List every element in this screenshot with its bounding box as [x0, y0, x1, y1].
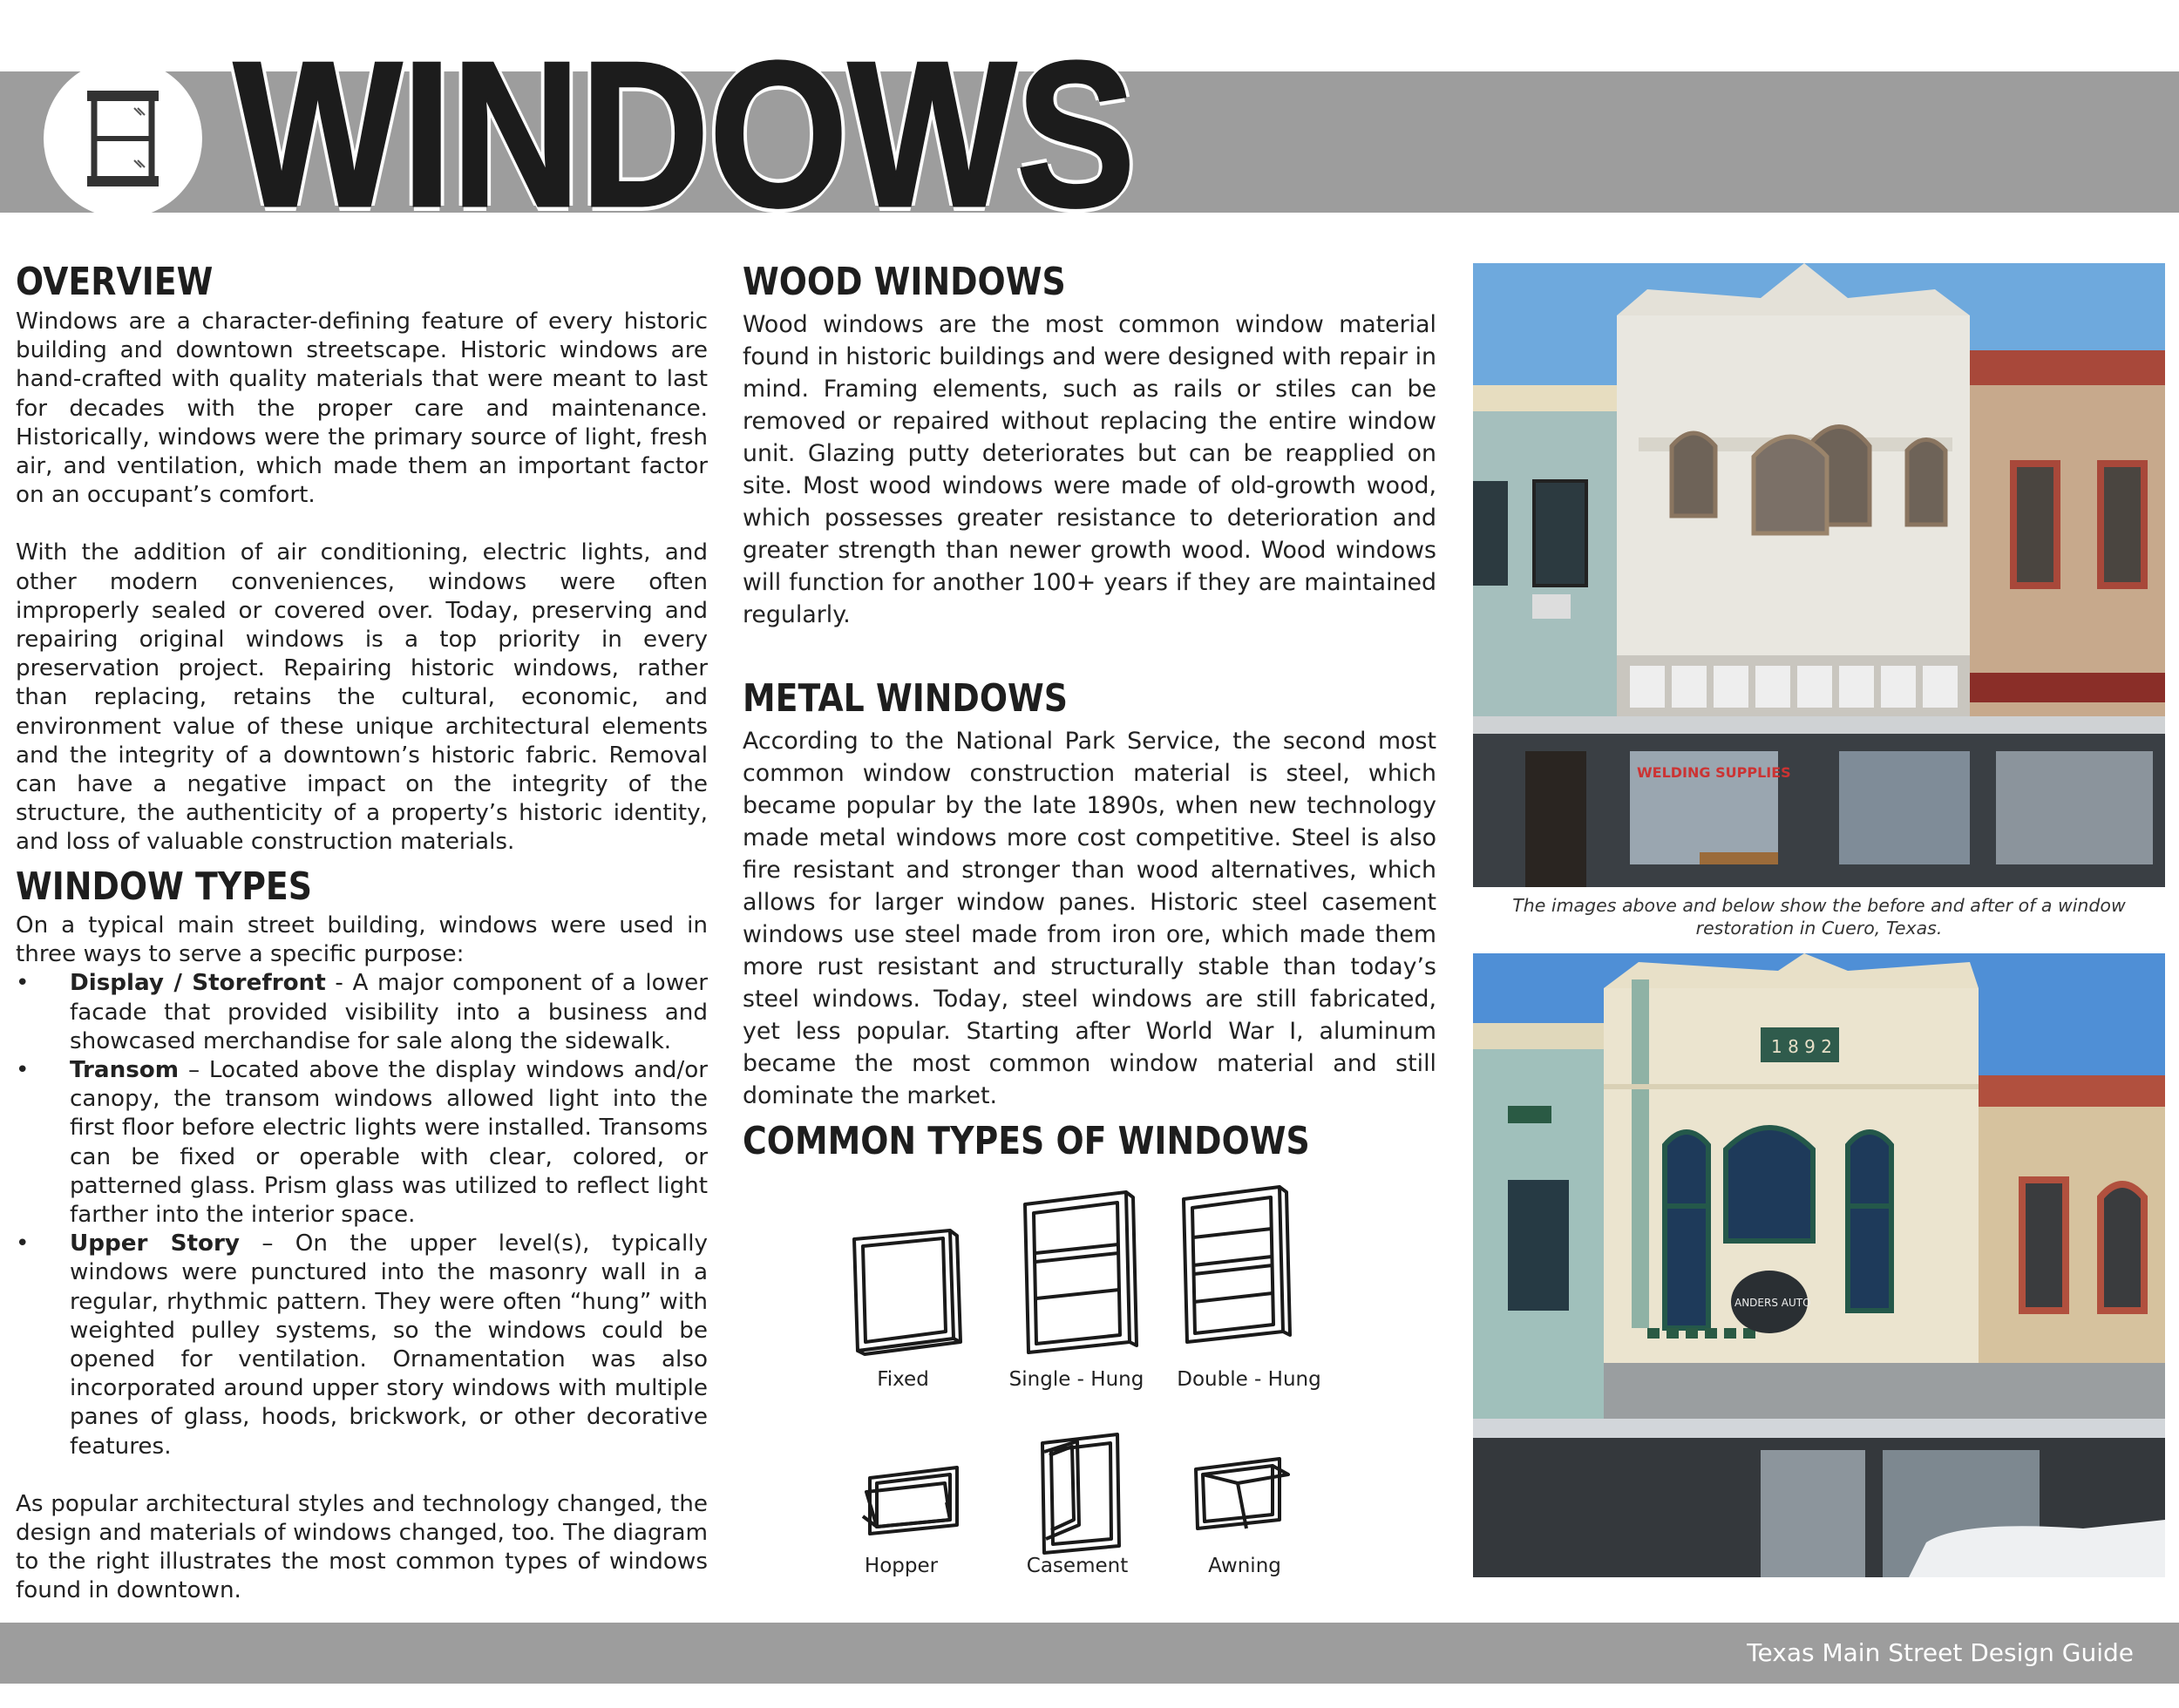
common-types-heading: COMMON TYPES OF WINDOWS	[743, 1119, 1310, 1163]
fixed-window-icon	[854, 1230, 961, 1354]
fixed-label: Fixed	[877, 1368, 929, 1391]
bullet-term: Transom	[70, 1057, 180, 1084]
wood-windows-body	[743, 308, 1436, 631]
hopper-label: Hopper	[864, 1555, 939, 1577]
double-hung-label: Double - Hung	[1177, 1368, 1321, 1391]
single-hung-label: Single - Hung	[1008, 1368, 1144, 1391]
photo-caption: The images above and below show the before and after of a window restoration in Cuero, Texas.	[1512, 895, 2126, 939]
footer-text: Texas Main Street Design Guide	[1747, 1638, 2134, 1667]
wood-windows-text: Wood windows are the most common window material found in historic buildings and were designed with repair in mind. Framing elements, such as rails or stiles can be removed or repaired without replacing the entire window unit. Glazing putty deteriorates but can be reapplied on site. Most wood windows were made of old-growth wood, which possesses greater resistance to deterioration and greater strength than newer growth wood. Wood windows will function for another 100+ years if they are maintained regularly.	[743, 311, 1436, 628]
after-photo	[1473, 953, 2165, 1577]
overview-paragraph-2: With the addition of air conditioning, electric lights, and other modern conveniences, windows were often improperly sealed or covered over. Today, preserving and repairing original windows is a top priority in every preservation project. Repairing historic windows, rather than replacing, retains the cultural, economic, and environment value of these unique architectural elements and the integrity of a downtown’s historic fabric. Removal can have a negative impact on the integrity of the structure, the authenticity of a property’s historic identity, and loss of valuable construction materials.	[16, 539, 708, 856]
metal-windows-heading: METAL WINDOWS	[743, 676, 1069, 721]
hanging-sign: ANDERS AUTO	[1734, 1297, 1811, 1309]
before-photo	[1473, 263, 2165, 887]
casement-window-icon	[1042, 1434, 1119, 1553]
building-year: 1 8 9 2	[1771, 1036, 1832, 1057]
window-types-heading: WINDOW TYPES	[16, 864, 313, 909]
overview-heading: OVERVIEW	[16, 260, 214, 304]
window-types-list	[16, 969, 708, 1461]
metal-windows-text: According to the National Park Service, the second most common window construction material is steel, which became popular by the late 1890s, when new technology made metal windows more cost competitive. Steel is also fire resistant and stronger than wood alternatives, which allows for larger window panes. Historic steel casement windows use steel made from iron ore, which made them more rust resistant and structurally stable than today’s steel windows. Today, steel windows are still fabricated, yet less popular. Starting after World War I, aluminum became the most common window material and still dominate the market.	[743, 728, 1436, 1109]
window-types-intro: On a typical main street building, windows were used in three ways to serve a specific purpose:	[16, 912, 708, 968]
storefront-sign: WELDING SUPPLIES	[1637, 764, 1791, 781]
list-item: • Transom – Located above the display windows and/or canopy, the transom windows allowed light into the first floor before electric lights were installed. Transoms can be fixed or operable with clear, colored, or patterned glass. Prism glass was utilized to reflect light farther into the interior space.	[16, 1057, 708, 1229]
casement-label: Casement	[1026, 1555, 1129, 1577]
window-types-body	[16, 912, 708, 1606]
double-hung-window-icon	[1184, 1187, 1290, 1342]
header-icon-circle	[44, 59, 202, 218]
awning-label: Awning	[1208, 1555, 1281, 1577]
bullet-term: Display / Storefront	[70, 970, 326, 997]
bullet-term: Upper Story	[70, 1230, 240, 1257]
wood-windows-heading: WOOD WINDOWS	[743, 260, 1066, 304]
page-title: WINDOWS	[234, 19, 1136, 250]
bullet-text: - A major component of a lower facade that provided visibility into a business and showcased merchandise for sale along the sidewalk.	[70, 970, 708, 1054]
hopper-window-icon	[863, 1467, 957, 1534]
window-types-closing: As popular architectural styles and technology changed, the design and materials of windows changed, too. The diagram to the right illustrates the most common types of windows found in downtown.	[16, 1490, 708, 1604]
overview-body	[16, 308, 708, 857]
awning-window-icon	[1196, 1459, 1288, 1528]
list-item: • Display / Storefront - A major component of a lower facade that provided visibility into a business and showcased merchandise for sale along the sidewalk.	[16, 970, 708, 1054]
list-item: • Upper Story – On the upper level(s), typically windows were punctured into the masonry wall in a regular, rhythmic pattern. They were often “hung” with weighted pulley systems, so the windows could be opened for ventilation. Ornamentation was also incorporated around upper story windows with multiple panes of glass, hoods, brickwork, or other decorative features.	[16, 1230, 708, 1460]
overview-paragraph-1: Windows are a character-defining feature of every historic building and downtown streetscape. Historic windows are hand-crafted with quality materials that were meant to last for decades with the proper care and maintenance. Historically, windows were the primary source of light, fresh air, and ventilation, which made them an important factor on an occupant’s comfort.	[16, 308, 708, 509]
single-hung-window-icon	[1025, 1192, 1137, 1352]
metal-windows-body	[743, 725, 1436, 1112]
window-icon	[44, 59, 202, 218]
bullet-text: – On the upper level(s), typically windows were punctured into the masonry wall in a regular, rhythmic pattern. They were often “hung” with weighted pulley systems, so the windows could be opened for ventilation. Ornamentation was also incorporated around upper story windows with multiple panes of glass, hoods, brickwork, or other decorative features.	[70, 1230, 708, 1460]
bullet-text: – Located above the display windows and/or canopy, the transom windows allowed light into the first floor before electric lights were installed. Transoms can be fixed or operable with clear, colored, or patterned glass. Prism glass was utilized to reflect light farther into the interior space.	[70, 1057, 708, 1229]
